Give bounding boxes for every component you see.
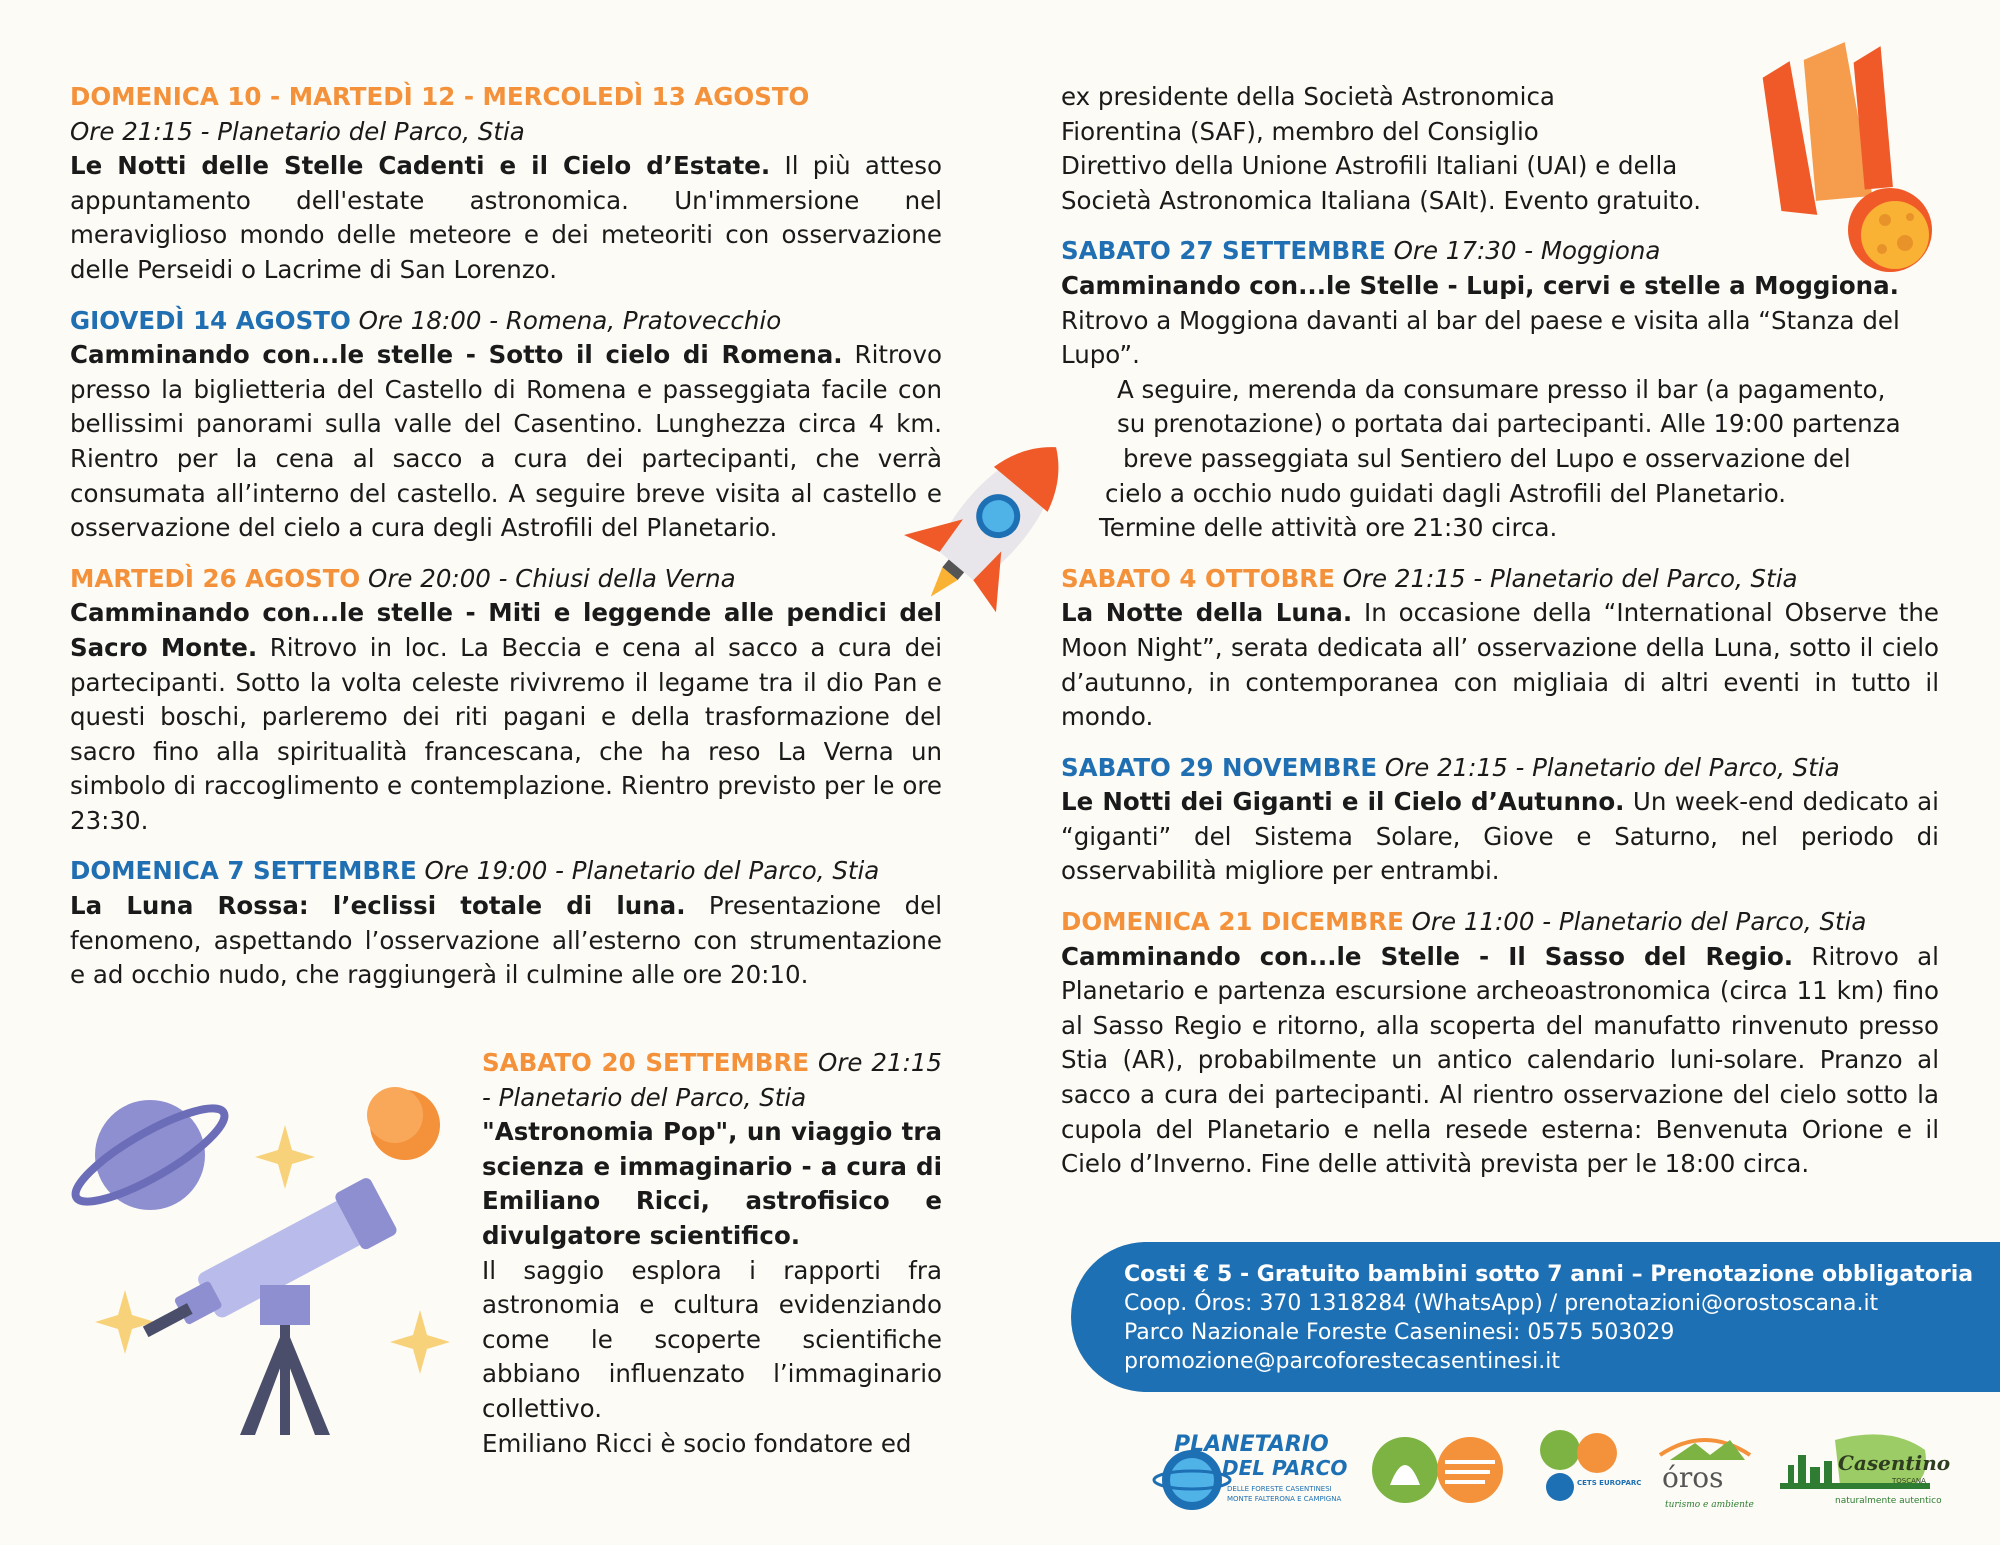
event-date: SABATO 27 SETTEMBRE xyxy=(1061,236,1386,266)
event-sabato-4-ottobre xyxy=(1061,562,1939,735)
event-title: Camminando con...le stelle - Miti e leggende alle pendici del Sacro Monte. xyxy=(70,598,942,662)
planetario-sub1: DELLE FORESTE CASENTINESI xyxy=(1227,1485,1332,1493)
oros-logo xyxy=(1650,1425,1760,1515)
event-description xyxy=(70,149,942,287)
event-date: DOMENICA 10 - MARTEDÌ 12 - MERCOLEDÌ 13 AGOSTO xyxy=(70,82,810,111)
event-description xyxy=(1061,940,1939,1182)
planetario-mid: DEL PARCO xyxy=(1222,1456,1348,1480)
event-time-place: Ore 19:00 - Planetario del Parco, Stia xyxy=(424,856,880,886)
text-line: cielo a occhio nudo guidati dagli Astrofili del Planetario. xyxy=(1105,478,1787,508)
text-line: ex presidente della Società Astronomica xyxy=(1061,82,1555,111)
event-description xyxy=(1061,596,1939,734)
casentino-name: Casentino xyxy=(1838,1451,1951,1475)
cets-logo xyxy=(1535,1425,1642,1510)
contact-email[interactable]: promozione@parcoforestecasentinesi.it xyxy=(1124,1349,1561,1374)
event-title: Camminando con...le stelle - Sotto il cielo di Romena. xyxy=(70,340,843,370)
event-body: Ritrovo al Planetario e partenza escursione archeoastronomica (circa 11 km) fino al Sasso Regio e ritorno, alla scoperta del manufatto rinvenuto presso Stia (AR), probabilmente un antico calendario luni-solare. Pranzo al sacco a cura dei partecipanti. Al rientro osservazione del cielo sotto la cupola del Planetario e nella resede esterna: Benvenuta Orione e il Cielo d’Inverno. Fine delle attività prevista per le 18:00 circa. xyxy=(1061,941,1939,1179)
event-title: "Astronomia Pop", un viaggio tra scienza e immaginario - a cura di Emiliano Ricci, astrofisico e divulgatore scientifico. xyxy=(482,1117,942,1250)
left-column xyxy=(70,80,942,1009)
event-body: Ritrovo a Moggiona davanti al bar del paese e visita alla “Stanza del Lupo”. xyxy=(1061,305,1900,370)
casentino-region: TOSCANA xyxy=(1892,1477,1926,1485)
event-domenica-21-dicembre xyxy=(1061,905,1939,1182)
text-line: A seguire, merenda da consumare presso il bar (a pagamento, xyxy=(1117,374,1886,404)
event-time-place: Ore 17:30 - Moggiona xyxy=(1393,236,1661,266)
event-title: Camminando con...le Stelle - Lupi, cervi e stelle a Moggiona. xyxy=(1061,270,1899,300)
rocket-icon xyxy=(885,420,1105,620)
text-line: breve passeggiata sul Sentiero del Lupo e osservazione del xyxy=(1123,443,1851,473)
costs-banner xyxy=(1071,1242,2000,1392)
event-2 xyxy=(70,304,942,546)
telescope-icon xyxy=(60,1065,460,1445)
event-time-place: Ore 18:00 - Romena, Pratovecchio xyxy=(358,305,782,335)
event-sabato-29-novembre xyxy=(1061,751,1939,889)
event-description xyxy=(70,338,942,546)
event-time-place: Ore 21:15 - Planetario del Parco, Stia xyxy=(70,116,525,146)
event-time-place: Ore 20:00 - Chiusi della Verna xyxy=(368,563,736,593)
event-body: Presentazione del fenomeno, aspettando l’osservazione all’esterno con strumentazione e ad occhio nudo, che raggiungerà il culmine alle ore 20:10. xyxy=(70,891,942,990)
event-description xyxy=(1061,785,1939,889)
cets-label: CETS EUROPARC xyxy=(1577,1479,1642,1487)
text-line: su prenotazione) o portata dai partecipanti. Alle 19:00 partenza xyxy=(1117,409,1901,439)
planetario-top: PLANETARIO xyxy=(1174,1432,1329,1457)
planetario-sub2: MONTE FALTERONA E CAMPIGNA xyxy=(1227,1495,1342,1503)
event-title: Camminando con...le Stelle - Il Sasso del Regio. xyxy=(1061,941,1794,971)
event-body: In occasione della “International Observe the Moon Night”, serata dedicata all’ osservazione della Luna, sotto il cielo d’autunno, in contemporanea con migliaia di altri eventi in tutto il mondo. xyxy=(1061,598,1939,732)
text-line: Termine delle attività ore 21:30 circa. xyxy=(1099,513,1558,543)
event-date: SABATO 20 SETTEMBRE xyxy=(482,1048,810,1077)
event-title: Le Notti dei Giganti e il Cielo d’Autunno. xyxy=(1061,787,1625,817)
event-body: Il più atteso appuntamento dell'estate astronomica. Un'immersione nel meraviglioso mondo delle meteore e dei meteoriti con osservazione delle Perseidi o Lacrime di San Lorenzo. xyxy=(70,151,942,284)
comet-icon xyxy=(1700,45,1950,285)
event-date: GIOVEDÌ 14 AGOSTO xyxy=(70,305,351,335)
event-time-place: Ore 21:15 - Planetario del Parco, Stia xyxy=(482,1048,942,1112)
event-date: DOMENICA 21 DICEMBRE xyxy=(1061,907,1404,937)
event-time-place: Ore 11:00 - Planetario del Parco, Stia xyxy=(1411,907,1867,937)
event-time-place: Ore 21:15 - Planetario del Parco, Stia xyxy=(1342,563,1798,593)
event-title: Le Notti delle Stelle Cadenti e il Cielo d’Estate. xyxy=(70,151,771,181)
event-description xyxy=(70,596,942,838)
costs-headline: Costi € 5 - Gratuito bambini sotto 7 anni – Prenotazione obbligatoria xyxy=(1124,1262,1974,1287)
planetario-logo xyxy=(1152,1425,1348,1515)
event-3 xyxy=(70,562,942,839)
event-date: MARTEDÌ 26 AGOSTO xyxy=(70,563,361,593)
contact-oros[interactable]: Coop. Óros: 370 1318284 (WhatsApp) / prenotazioni@orostoscana.it xyxy=(1124,1291,1879,1316)
event-description xyxy=(70,889,942,993)
event-body: Ritrovo presso la biglietteria del Castello di Romena e passeggiata facile con bellissimi panorami sulla valle del Casentino. Lunghezza circa 4 km. Rientro per la cena al sacco a cura dei partecipanti, che verrà consumata all’interno del castello. A seguire breve visita al castello e osservazione del cielo a cura degli Astrofili del Planetario. xyxy=(70,340,942,543)
parco-logo xyxy=(1370,1430,1510,1510)
event-1 xyxy=(70,80,942,288)
event-4 xyxy=(70,854,942,992)
oros-name: óros xyxy=(1662,1461,1724,1494)
event-date: SABATO 4 OTTOBRE xyxy=(1061,563,1335,593)
oros-sub: turismo e ambiente xyxy=(1665,1500,1754,1510)
event-body: Un week-end dedicato ai “giganti” del Sistema Solare, Giove e Saturno, nel periodo di osservabilità migliore per entrambi. xyxy=(1061,787,1939,886)
contact-parco[interactable]: Parco Nazionale Foreste Caseninesi: 0575 503029 xyxy=(1124,1320,1675,1345)
text-line: Fiorentina (SAF), membro del Consiglio xyxy=(1061,116,1539,146)
event-date: DOMENICA 7 SETTEMBRE xyxy=(70,856,417,886)
event-sabato-20 xyxy=(482,1046,942,1461)
text-line: Direttivo della Unione Astrofili Italiani (UAI) e della xyxy=(1061,151,1678,181)
text-line: Società Astronomica Italiana (SAIt). Evento gratuito. xyxy=(1061,185,1702,215)
event-time-place: Ore 21:15 - Planetario del Parco, Stia xyxy=(1384,752,1840,782)
event-extra: Emiliano Ricci è socio fondatore ed xyxy=(482,1428,912,1458)
event-title: La Luna Rossa: l’eclissi totale di luna. xyxy=(70,891,686,921)
casentino-tag: naturalmente autentico xyxy=(1835,1496,1942,1506)
event-date: SABATO 29 NOVEMBRE xyxy=(1061,752,1378,782)
sponsor-logos xyxy=(1150,1420,1950,1530)
event-body: Ritrovo in loc. La Beccia e cena al sacco a cura dei partecipanti. Sotto la volta celeste rivivremo il legame tra il dio Pan e questi boschi, parleremo dei riti pagani e della trasformazione del sacro fino alla spiritualità francescana, che ha reso La Verna un simbolo di raccoglimento e contemplazione. Rientro previsto per le ore 23:30. xyxy=(70,632,942,835)
event-title: La Notte della Luna. xyxy=(1061,598,1353,628)
event-body: Il saggio esplora i rapporti fra astronomia e cultura evidenziando come le scoperte scientifiche abbiano influenzato l’immaginario collettivo. xyxy=(482,1255,942,1423)
casentino-logo xyxy=(1780,1425,1951,1515)
